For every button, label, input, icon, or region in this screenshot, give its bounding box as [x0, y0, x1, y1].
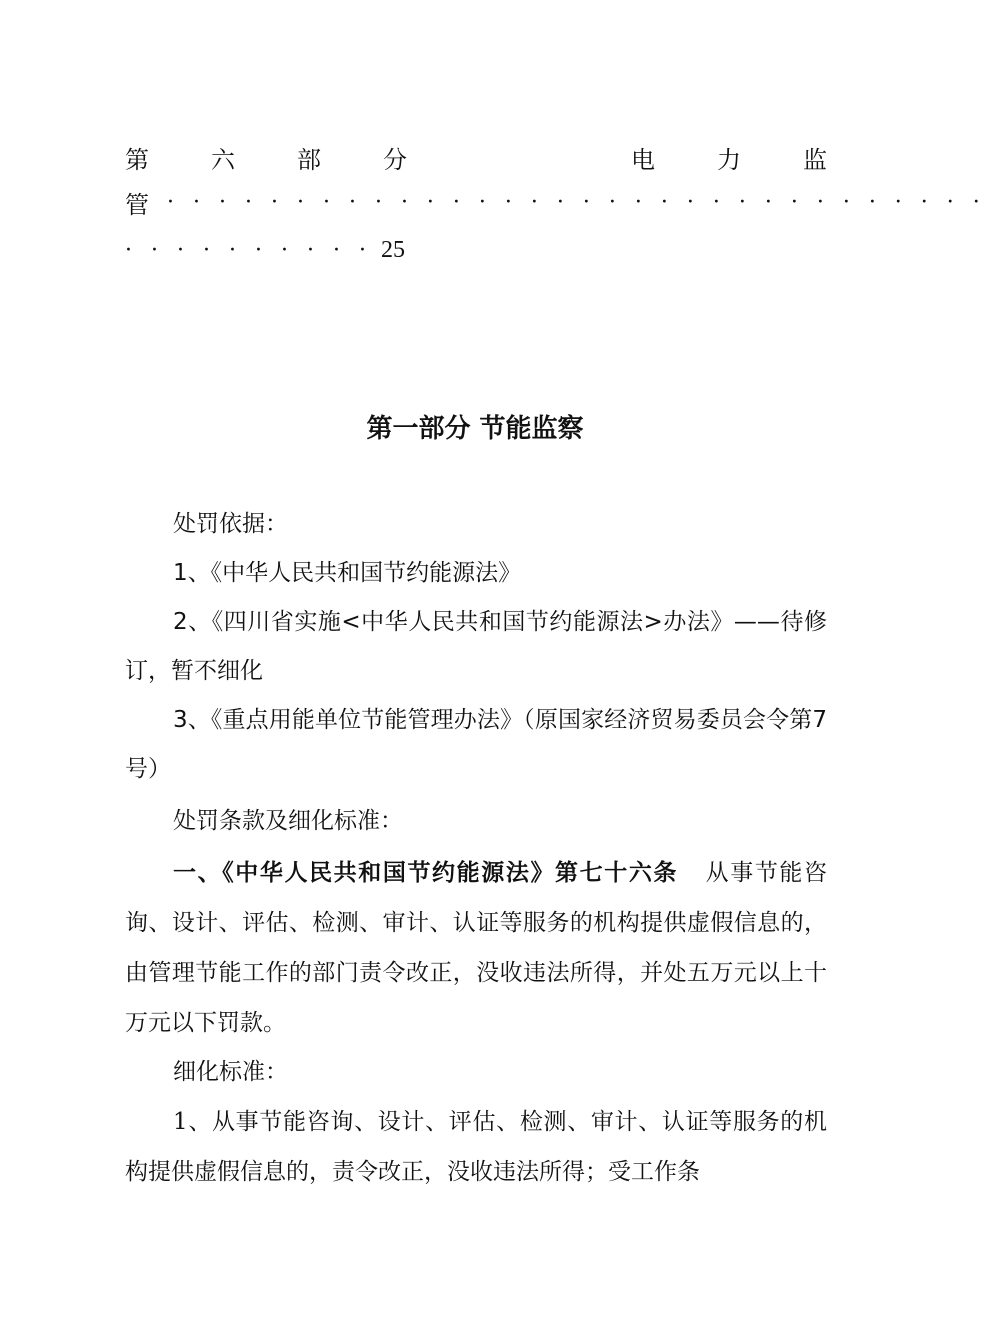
toc-char: 力 — [717, 146, 741, 174]
toc-leader-dots: ································ — [167, 189, 999, 215]
toc-char: 部 — [297, 146, 321, 174]
basis-item-1: 1、《中华人民共和国节约能源法》 — [173, 560, 522, 586]
article-title: 一、《中华人民共和国节约能源法》第七十六条 — [173, 859, 679, 886]
toc-entry-line2 — [125, 188, 999, 219]
clauses-label: 处罚条款及细化标准： — [173, 808, 403, 834]
section-heading: 第一部分 节能监察 — [366, 414, 584, 444]
article-76 — [125, 848, 827, 1048]
toc-page-number: 25 — [380, 236, 405, 263]
toc-char: 六 — [211, 146, 235, 174]
toc-char: 分 — [383, 146, 407, 174]
toc-entry-line1 — [125, 140, 827, 174]
toc-gap — [469, 140, 569, 168]
toc-char: 监 — [803, 146, 827, 174]
basis-item-2: 2、《四川省实施<中华人民共和国节约能源法>办法》——待修订，暂不细化 — [125, 609, 827, 684]
toc-char: 第 — [125, 146, 149, 174]
detail-item-1: 1、从事节能咨询、设计、评估、检测、审计、认证等服务的机构提供虚假信息的，责令改正，没收违法所得；受工作条 — [125, 1109, 827, 1185]
basis-item-3: 3、《重点用能单位节能管理办法》（原国家经济贸易委员会令第7号） — [125, 707, 827, 782]
detail-label: 细化标准： — [173, 1059, 288, 1085]
toc-entry-line3 — [125, 236, 827, 264]
toc-char: 电 — [631, 146, 655, 174]
toc-char: 管 — [125, 190, 149, 219]
toc-leader-dots: ·········· — [125, 237, 385, 263]
article-body: 从事节能咨询、设计、评估、检测、审计、认证等服务的机构提供虚假信息的，由管理节能工作的部门责令改正，没收违法所得，并处五万元以上十万元以下罚款。 — [125, 860, 828, 1036]
basis-label: 处罚依据： — [173, 511, 288, 537]
